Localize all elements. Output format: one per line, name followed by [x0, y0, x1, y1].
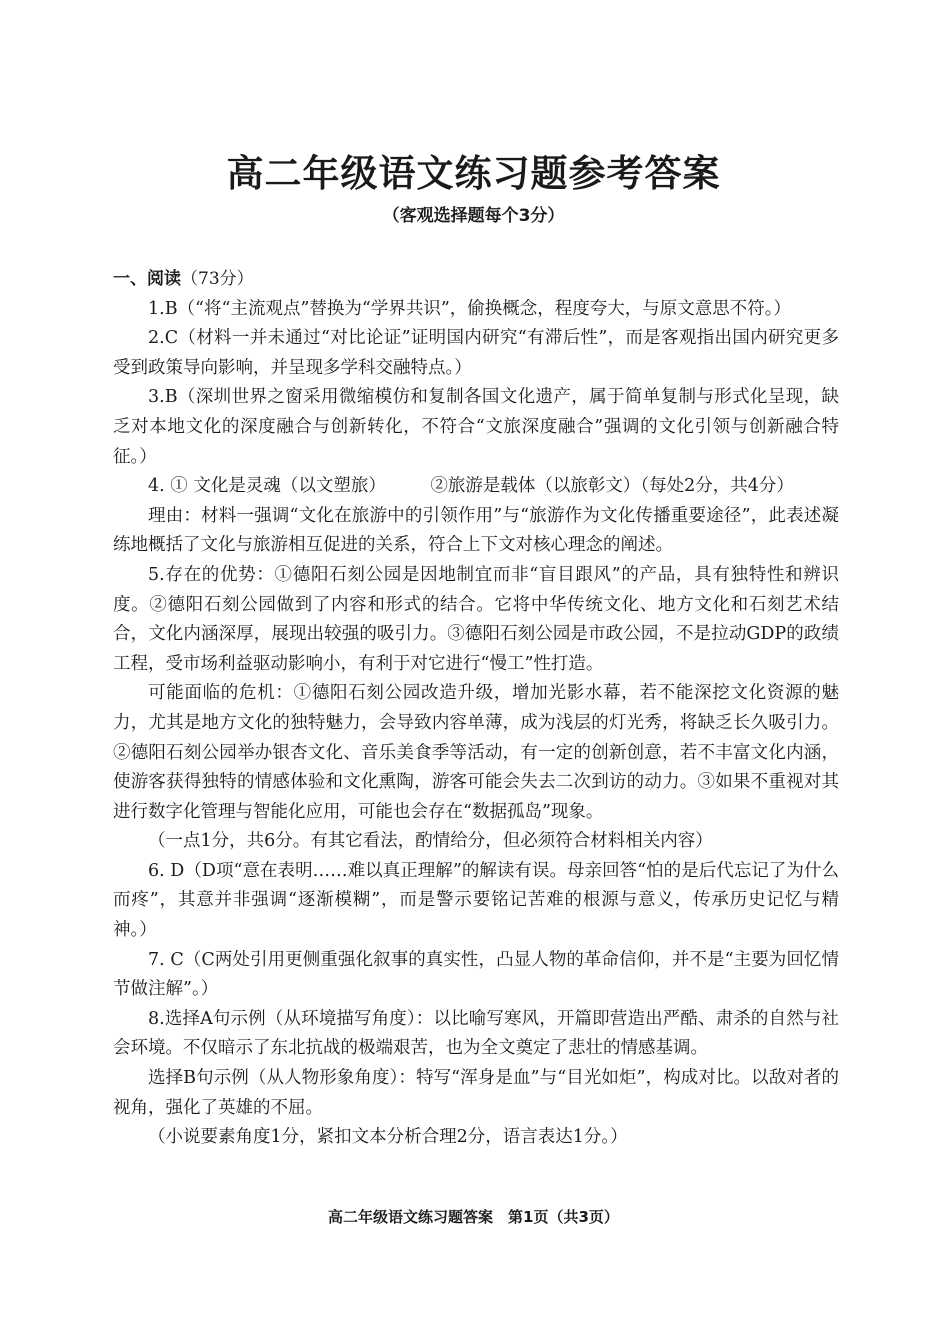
answer-4-reason: 理由：材料一强调“文化在旅游中的引领作用”与“旅游作为文化传播重要途径”，此表述凝练地概括了文化与旅游相互促进的关系，符合上下文对核心理念的阐述。	[113, 505, 839, 556]
answer-6: 6. D（D项“意在表明……难以真正理解”的解读有误。母亲回答“怕的是后代忘记了为什么而疼”，其意并非强调“逐渐模糊”，而是警示要铭记苦难的根源与意义，传承历史记忆与精神。）	[113, 860, 839, 941]
page-title: 高二年级语文练习题参考答案	[226, 152, 721, 195]
answer-1: 1.B（“将“主流观点”替换为“学界共识”，偷换概念，程度夸大，与原文意思不符。）	[148, 298, 792, 319]
answer-8-a: 8.选择A句示例（从环境描写角度）：以比喻写寒风，开篇即营造出严酷、肃杀的自然与社会环境。不仅暗示了东北抗战的极端艰苦，也为全文奠定了悲壮的情感基调。	[113, 1008, 839, 1059]
answer-5-advantages: 5.存在的优势：①德阳石刻公园是因地制宜而非“盲目跟风”的产品，具有独特性和辨识度。②德阳石刻公园做到了内容和形式的结合。它将中华传统文化、地方文化和石刻艺术结合，文化内涵深厚，展现出较强的吸引力。③德阳石刻公园是市政公园，不是拉动GDP的政绩工程，受市场利益驱动影响小，有利于对它进行“慢工”性打造。	[113, 564, 839, 674]
section-heading-label: 一、阅读	[113, 269, 181, 289]
answer-body	[113, 265, 839, 1153]
answer-5-risks: 可能面临的危机：①德阳石刻公园改造升级，增加光影水幕，若不能深挖文化资源的魅力，尤其是地方文化的独特魅力，会导致内容单薄，成为浅层的灯光秀，将缺乏长久吸引力。②德阳石刻公园举办银杏文化、音乐美食季等活动，有一定的创新创意，若不丰富文化内涵，使游客获得独特的情感体验和文化熏陶，游客可能会失去二次到访的动力。③如果不重视对其进行数字化管理与智能化应用，可能也会存在“数据孤岛”现象。	[113, 683, 839, 822]
answer-8-scoring: （小说要素角度1分，紧扣文本分析合理2分，语言表达1分。）	[148, 1127, 628, 1148]
answer-2: 2.C（材料一并未通过“对比论证”证明国内研究“有滞后性”，而是客观指出国内研究更多受到政策导向影响，并呈现多学科交融特点。）	[113, 328, 839, 378]
page-footer: 高二年级语文练习题答案 第1页（共3页）	[328, 1208, 619, 1226]
page-subtitle: （客观选择题每个3分）	[382, 206, 565, 226]
section-points: （73分）	[181, 269, 254, 289]
answer-7: 7. C（C两处引用更侧重强化叙事的真实性，凸显人物的革命信仰，并不是“主要为回忆情节做注解”。）	[113, 949, 839, 1000]
section-heading	[113, 265, 839, 295]
answer-5-scoring: （一点1分，共6分。有其它看法，酌情给分，但必须符合材料相关内容）	[148, 831, 713, 852]
answer-8-b: 选择B句示例（从人物形象角度）：特写“浑身是血”与“目光如炬”，构成对比。以敌对者的视角，强化了英雄的不屈。	[113, 1068, 839, 1118]
answer-4: 4. ① 文化是灵魂（以文塑旅） ②旅游是载体（以旅彰文）（每处2分，共4分）	[148, 476, 794, 497]
answer-3: 3.B（深圳世界之窗采用微缩模仿和复制各国文化遗产，属于简单复制与形式化呈现，缺乏对本地文化的深度融合与创新转化，不符合“文旅深度融合”强调的文化引领与创新融合特征。）	[113, 387, 839, 467]
